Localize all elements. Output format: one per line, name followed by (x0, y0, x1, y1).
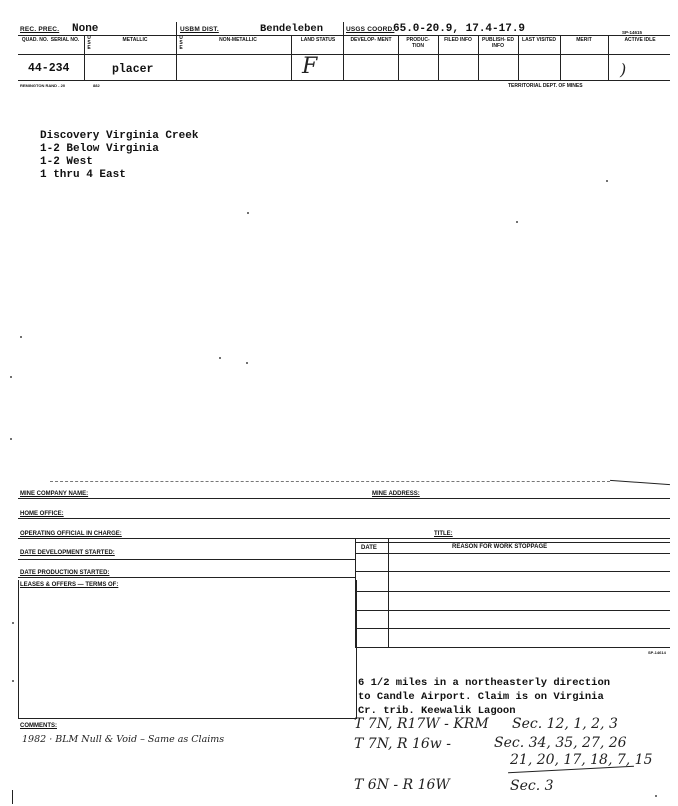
metallic-value: placer (112, 63, 154, 76)
speck (516, 221, 518, 223)
claim-line: 1-2 Below Virginia (40, 143, 159, 155)
section-row-3: Sec. 3 (510, 778, 554, 794)
form-number-bottom: SP-14614 (648, 650, 666, 655)
claims-list (40, 130, 198, 182)
claim-line: 1 thru 4 East (40, 169, 126, 181)
col-land-status: LAND STATUS (300, 37, 336, 43)
speck (20, 336, 22, 338)
township-row-2: T 7N, R 16w - (354, 736, 451, 752)
active-idle-value: ) (620, 60, 627, 79)
leases-box (18, 580, 357, 719)
section-row-2b: 21, 20, 17, 18, 7, 15 (510, 752, 653, 768)
reason-col-header: REASON FOR WORK STOPPAGE (452, 544, 548, 550)
col-serial-no: SERIAL NO. (50, 37, 80, 43)
location-line: Cr. trib. Keewalik Lagoon (358, 705, 516, 717)
township-row-3: T 6N - R 16W (354, 777, 450, 793)
operating-official-label: OPERATING OFFICIAL IN CHARGE: (20, 531, 122, 537)
title-label: TITLE: (434, 531, 453, 537)
section-row-1: Sec. 12, 1, 2, 3 (512, 716, 618, 732)
township-row-1: T 7N, R17W - KRM (354, 716, 489, 732)
quad-value: 44-234 (28, 62, 70, 75)
col-use-non-metallic: U S E (179, 35, 183, 51)
rec-prec-label: REC. PREC. (20, 26, 60, 33)
col-metallic: METALLIC (122, 37, 148, 43)
col-published-info: PUBLISH- ED INFO (482, 37, 514, 49)
col-active-idle: ACTIVE IDLE (624, 37, 656, 43)
location-line: 6 1/2 miles in a northeasterly direction (358, 677, 611, 689)
printer-label: REMINGTON RAND - 20 (20, 83, 66, 88)
usgs-coord-label: USGS COORD. (346, 26, 395, 33)
col-merit: MERIT (576, 37, 592, 43)
speck (606, 180, 608, 182)
usgs-coord-value: 65.0-20.9, 17.4-17.9 (393, 23, 526, 35)
speck (10, 438, 12, 440)
comments-label: COMMENTS: (20, 723, 57, 729)
claim-line: 1-2 West (40, 156, 93, 168)
speck (12, 622, 14, 624)
section-row-2: Sec. 34, 35, 27, 26 (494, 735, 627, 751)
printer-code: 882 (93, 83, 100, 88)
location-line: to Candle Airport. Claim is on Virginia (358, 691, 604, 703)
land-status-value: F (302, 54, 318, 79)
speck (247, 212, 249, 214)
claim-line: Discovery Virginia Creek (40, 130, 199, 142)
speck (219, 357, 221, 359)
date-col-header: DATE (361, 545, 377, 551)
speck (10, 376, 12, 378)
comments-value: 1982 · BLM Null & Void – Same as Claims (22, 734, 225, 745)
date-development-label: DATE DEVELOPMENT STARTED: (20, 550, 115, 556)
dept-label: TERRITORIAL DEPT. OF MINES (508, 83, 583, 89)
mine-company-label: MINE COMPANY NAME: (20, 491, 89, 497)
col-non-metallic: NON-METALLIC (219, 37, 257, 43)
speck (246, 362, 248, 364)
usbm-dist-label: USBM DIST. (180, 26, 219, 33)
col-use-metallic: U S E (87, 35, 91, 51)
date-production-label: DATE PRODUCTION STARTED: (20, 570, 110, 576)
col-filed-info: FILED INFO (444, 37, 472, 43)
usbm-dist-value: Bendeleben (260, 23, 324, 35)
col-production: PRODUC- TION (406, 37, 430, 49)
home-office-label: HOME OFFICE: (20, 511, 64, 517)
leases-label: LEASES & OFFERS — TERMS OF: (20, 582, 119, 588)
form-number-top: SP-14615 (622, 30, 643, 35)
location-description (358, 676, 610, 718)
col-last-visited: LAST VISITED (522, 37, 556, 43)
mine-address-label: MINE ADDRESS: (372, 491, 420, 497)
col-development: DEVELOP- MENT (350, 37, 392, 43)
speck (655, 795, 657, 797)
speck (12, 680, 14, 682)
col-quad-no: QUAD. NO. (21, 37, 49, 43)
rec-prec-value: None (72, 23, 99, 35)
